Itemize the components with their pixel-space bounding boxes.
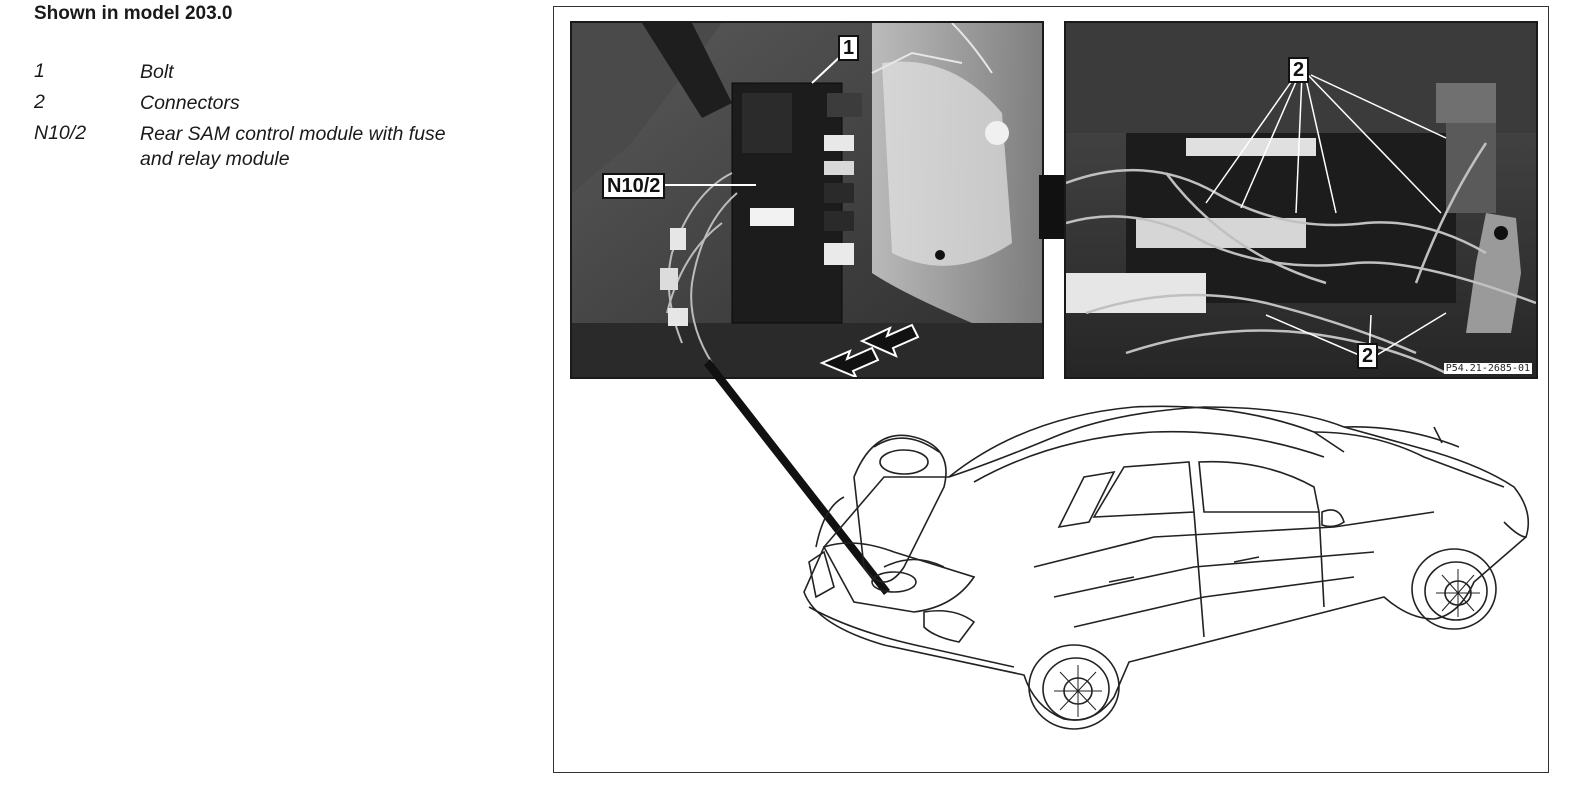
legend-key: N10/2 — [34, 122, 87, 144]
module-installed-photo — [570, 21, 1044, 379]
callout-connectors-bottom: 2 — [1357, 343, 1378, 369]
legend-key: 1 — [34, 60, 45, 82]
callout-module: N10/2 — [602, 173, 665, 199]
photo-reference-code: P54.21-2685-01 — [1445, 363, 1530, 374]
module-photo-drawing — [572, 23, 1042, 377]
service-figure — [553, 6, 1549, 773]
location-pointer-line — [704, 359, 890, 595]
legend-key: 2 — [34, 91, 45, 113]
callout-connectors-top: 2 — [1288, 57, 1309, 83]
car-illustration — [804, 406, 1528, 729]
page-heading: Shown in model 203.0 — [34, 3, 233, 24]
legend-description: Bolt — [140, 61, 174, 83]
legend-description: Rear SAM control module with fuse and relay module — [140, 123, 446, 170]
callout-bolt: 1 — [838, 35, 859, 61]
connectors-detail-photo — [1064, 21, 1538, 379]
legend-description: Connectors — [140, 92, 240, 114]
